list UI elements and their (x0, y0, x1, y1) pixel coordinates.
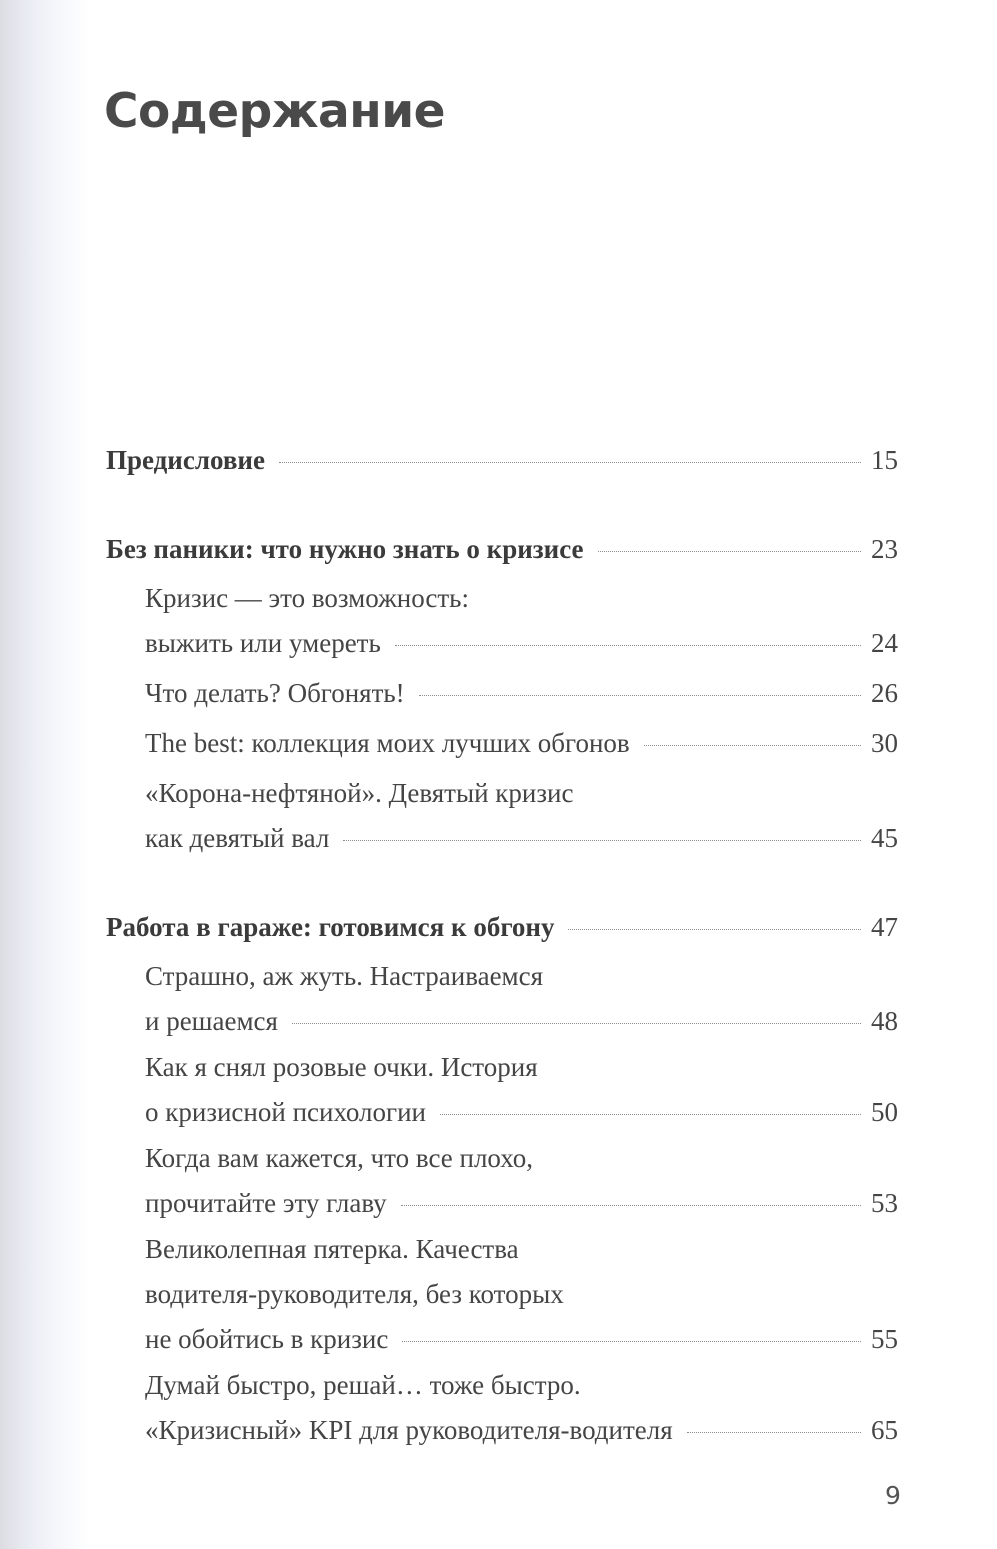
toc-entry-title-line: и решаемся (145, 1006, 278, 1036)
toc-entry-title: Предисловие (106, 445, 265, 475)
toc-entry-title: Работа в гараже: готовимся к обгону (106, 912, 555, 942)
toc-entry-section[interactable] (106, 576, 898, 666)
toc-entry-title-line: Страшно, аж жуть. Настраиваемся (145, 961, 544, 991)
toc-entry-line (145, 1181, 898, 1226)
toc-entry-title-line: не обойтись в кризис (145, 1324, 389, 1354)
toc-entry-chapter[interactable] (106, 905, 898, 950)
toc-entry-title-line: Великолепная пятерка. Качества (145, 1234, 519, 1264)
toc-entry-title: Без паники: что нужно знать о кризисе (106, 534, 584, 564)
toc-entry-title-line: как девятый вал (145, 823, 330, 853)
toc-entry-section[interactable] (106, 1045, 898, 1135)
toc-page-number: 15 (871, 445, 898, 475)
toc-entry-line (106, 438, 898, 483)
toc-page-number: 23 (871, 534, 898, 564)
toc-entry-section[interactable] (106, 771, 898, 861)
dot-leader (568, 929, 861, 930)
dot-leader (598, 551, 861, 552)
toc-page-number: 55 (871, 1324, 898, 1354)
toc-entry-title-line: водителя-руководителя, без которых (145, 1279, 564, 1309)
toc-entry-line (145, 721, 898, 766)
toc-entry-line (145, 671, 898, 716)
dot-leader (440, 1114, 861, 1115)
page-gutter-shadow (0, 0, 90, 1549)
table-of-contents (106, 438, 898, 1453)
toc-page-number: 48 (871, 1006, 898, 1036)
toc-page-number: 45 (871, 823, 898, 853)
toc-page-number: 24 (871, 628, 898, 658)
toc-entry-line (145, 816, 898, 861)
toc-entry-title-line: Думай быстро, решай… тоже быстро. (145, 1370, 581, 1400)
toc-entry-line (106, 527, 898, 572)
toc-entry-title: Что делать? Обгонять! (145, 678, 405, 708)
toc-page-number: 65 (871, 1415, 898, 1445)
dot-leader (644, 745, 861, 746)
dot-leader (395, 645, 861, 646)
toc-entry-title-line: прочитайте эту главу (145, 1188, 387, 1218)
dot-leader (687, 1432, 861, 1433)
toc-entry-title-line: Когда вам кажется, что все плохо, (145, 1143, 533, 1173)
toc-page-number: 47 (871, 912, 898, 942)
toc-entry-line (145, 1408, 898, 1453)
page-number: 9 (885, 1481, 901, 1510)
toc-entry-section[interactable] (106, 954, 898, 1044)
toc-entry-title-line: Кризис — это возможность: (145, 583, 469, 613)
dot-leader (402, 1341, 861, 1342)
toc-entry-section[interactable] (106, 1136, 898, 1226)
toc-entry-line (145, 1090, 898, 1135)
dot-leader (343, 840, 861, 841)
toc-entry-section[interactable] (106, 671, 898, 716)
toc-page-number: 50 (871, 1097, 898, 1127)
toc-entry-title: The best: коллекция моих лучших обгонов (145, 728, 630, 758)
toc-entry-chapter[interactable] (106, 527, 898, 572)
dot-leader (419, 695, 861, 696)
toc-entry-line (145, 999, 898, 1044)
toc-entry-section[interactable] (106, 1363, 898, 1453)
dot-leader (401, 1205, 861, 1206)
toc-entry-title-line: о кризисной психологии (145, 1097, 427, 1127)
toc-page-number: 26 (871, 678, 898, 708)
toc-entry-title-line: Как я снял розовые очки. История (145, 1052, 538, 1082)
toc-entry-section[interactable] (106, 1227, 898, 1362)
dot-leader (292, 1023, 861, 1024)
toc-entry-section[interactable] (106, 721, 898, 766)
toc-entry-title-line: выжить или умереть (145, 628, 381, 658)
toc-entry-title-line: «Корона-нефтяной». Девятый кризис (145, 778, 574, 808)
toc-entry-line (145, 621, 898, 666)
toc-entry-chapter[interactable] (106, 438, 898, 483)
toc-page-number: 53 (871, 1188, 898, 1218)
toc-entry-line (106, 905, 898, 950)
toc-entry-title-line: «Кризисный» KPI для руководителя-водителя (145, 1415, 673, 1445)
dot-leader (279, 462, 861, 463)
toc-page-number: 30 (871, 728, 898, 758)
page-title: Содержание (104, 84, 446, 139)
toc-entry-line (145, 1317, 898, 1362)
